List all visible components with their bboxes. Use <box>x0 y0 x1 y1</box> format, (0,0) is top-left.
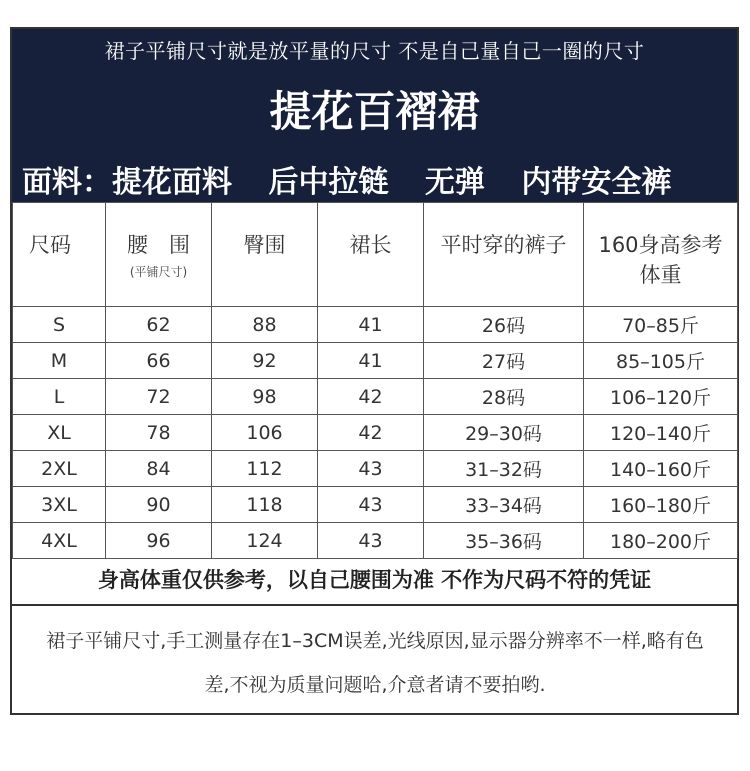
cell-hip: 124 <box>212 523 318 559</box>
zipper-info: 后中拉链 <box>268 165 389 200</box>
cell-hip: 98 <box>212 379 318 415</box>
col-header-waist <box>106 203 212 307</box>
cell-size: L <box>13 379 106 415</box>
cell-hip: 112 <box>212 451 318 487</box>
cell-weight: 160–180斤 <box>584 487 738 523</box>
col-header-waist-label: 腰 围 <box>127 233 190 257</box>
cell-waist: 62 <box>106 307 212 343</box>
cell-length: 41 <box>318 343 424 379</box>
cell-length: 42 <box>318 379 424 415</box>
cell-pants: 31–32码 <box>424 451 584 487</box>
table-row <box>13 343 738 379</box>
cell-size: 3XL <box>13 487 106 523</box>
cell-pants: 26码 <box>424 307 584 343</box>
size-table <box>12 202 738 559</box>
cell-pants: 29–30码 <box>424 415 584 451</box>
cell-waist: 90 <box>106 487 212 523</box>
header-banner <box>12 29 737 202</box>
table-header-row <box>13 203 738 307</box>
disclaimer: 身高体重仅供参考，以自己腰围为准 不作为尺码不符的凭证 <box>12 556 737 606</box>
cell-weight: 180–200斤 <box>584 523 738 559</box>
cell-waist: 96 <box>106 523 212 559</box>
cell-size: 4XL <box>13 523 106 559</box>
cell-size: XL <box>13 415 106 451</box>
cell-length: 43 <box>318 487 424 523</box>
cell-hip: 106 <box>212 415 318 451</box>
cell-length: 43 <box>318 451 424 487</box>
col-header-hip: 臀围 <box>212 203 318 307</box>
col-header-weight: 160身高参考体重 <box>584 203 738 307</box>
cell-pants: 33–34码 <box>424 487 584 523</box>
measurement-notice: 裙子平铺尺寸就是放平量的尺寸 不是自己量自己一圈的尺寸 <box>104 39 645 63</box>
table-row <box>13 487 738 523</box>
fabric-label: 面料：提花面料 <box>22 165 232 200</box>
cell-length: 43 <box>318 523 424 559</box>
cell-weight: 85–105斤 <box>584 343 738 379</box>
cell-length: 41 <box>318 307 424 343</box>
measurement-footnote: 裙子平铺尺寸,手工测量存在1–3CM误差,光线原因,显示器分辨率不一样,略有色差,不视为质量问题哈,介意者请不要拍哟. <box>46 630 704 696</box>
fabric-info <box>22 157 727 201</box>
cell-pants: 28码 <box>424 379 584 415</box>
cell-weight: 70–85斤 <box>584 307 738 343</box>
col-header-length: 裙长 <box>318 203 424 307</box>
cell-waist: 66 <box>106 343 212 379</box>
cell-waist: 72 <box>106 379 212 415</box>
table-row <box>13 523 738 559</box>
cell-hip: 118 <box>212 487 318 523</box>
cell-hip: 88 <box>212 307 318 343</box>
cell-waist: 84 <box>106 451 212 487</box>
cell-pants: 35–36码 <box>424 523 584 559</box>
table-row <box>13 307 738 343</box>
col-header-size: 尺码 <box>13 203 106 307</box>
lining-info: 内带安全裤 <box>521 165 672 200</box>
cell-size: S <box>13 307 106 343</box>
col-header-pants: 平时穿的裤子 <box>424 203 584 307</box>
cell-length: 42 <box>318 415 424 451</box>
col-header-waist-note: (平铺尺寸) <box>129 265 188 279</box>
cell-weight: 140–160斤 <box>584 451 738 487</box>
cell-weight: 106–120斤 <box>584 379 738 415</box>
stretch-info: 无弹 <box>424 165 485 200</box>
table-row <box>13 379 738 415</box>
cell-pants: 27码 <box>424 343 584 379</box>
product-title: 提花百褶裙 <box>269 87 480 136</box>
size-chart <box>10 27 739 715</box>
cell-size: M <box>13 343 106 379</box>
cell-waist: 78 <box>106 415 212 451</box>
cell-size: 2XL <box>13 451 106 487</box>
cell-weight: 120–140斤 <box>584 415 738 451</box>
table-row <box>13 415 738 451</box>
table-row <box>13 451 738 487</box>
cell-hip: 92 <box>212 343 318 379</box>
